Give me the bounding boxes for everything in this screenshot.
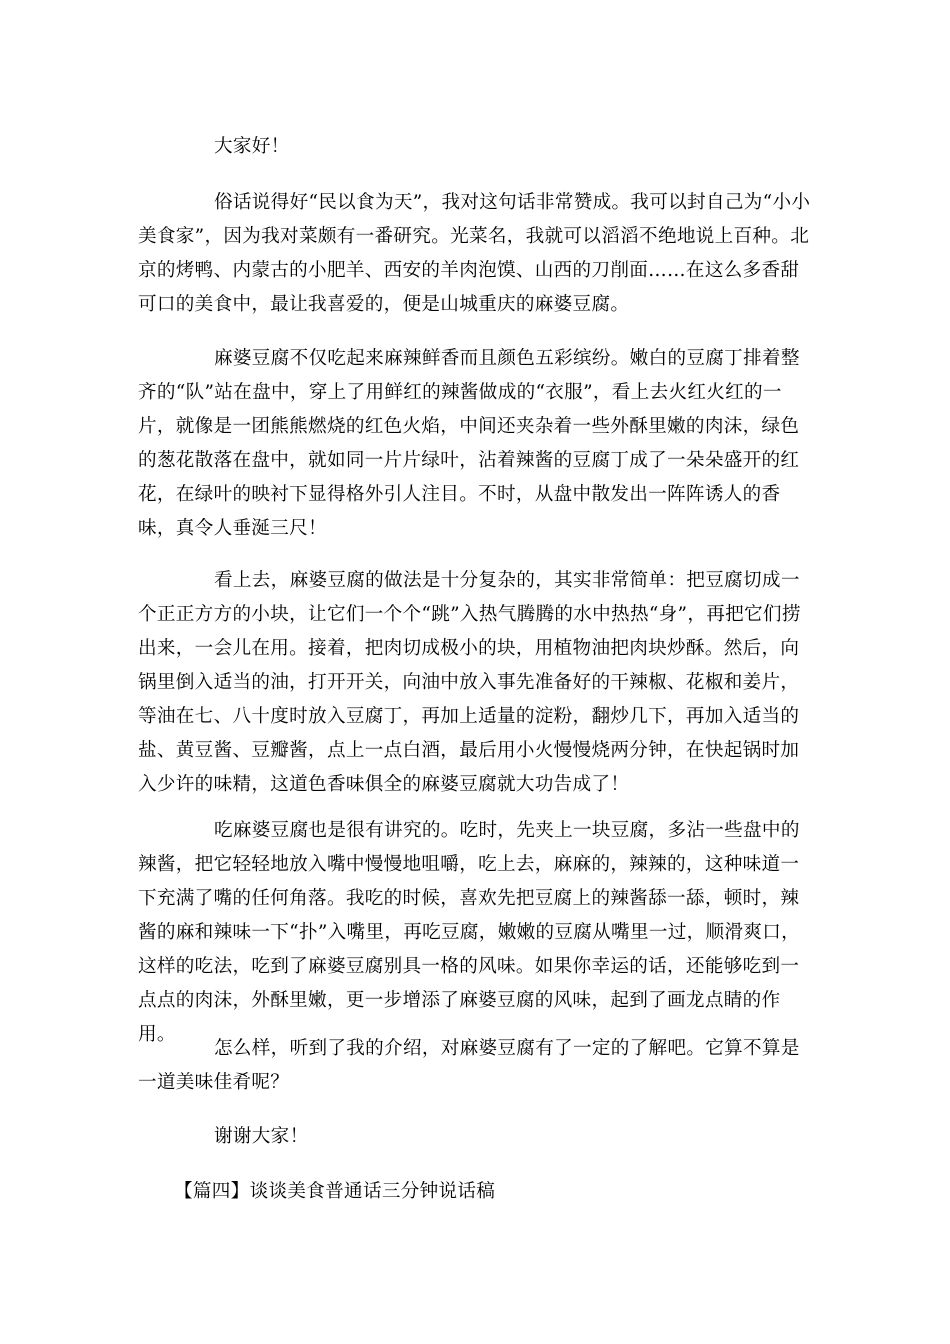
recipe-paragraph: 看上去，麻婆豆腐的做法是十分复杂的，其实非常简单：把豆腐切成一个正正方方的小块，让它们一个个“跳”入热气腾腾的水中热热“身”，再把它们捞出来，一会儿在用。接着，把肉切成极小的块，用植物油把肉块炒酥。然后，向锅里倒入适当的油，打开开关，向油中放入事先准备好的干辣椒、花椒和姜片，等油在七、八十度时放入豆腐丁，再加上适量的淀粉，翻炒几下，再加入适当的盐、黄豆酱、豆瓣酱，点上一点白酒，最后用小火慢慢烧两分钟，在快起锅时加入少许的味精，这道色香味俱全的麻婆豆腐就大功告成了！ <box>138 570 801 795</box>
intro-paragraph: 俗话说得好“民以食为天”，我对这句话非常赞成。我可以封自己为“小小美食家”，因为我对菜颇有一番研究。光菜名，我就可以滔滔不绝地说上百种。北京的烤鸭、内蒙古的小肥羊、西安的羊肉泡馍、山西的刀削面……在这么多香甜可口的美食中，最让我喜爱的，便是山城重庆的麻婆豆腐。 <box>138 192 811 315</box>
appearance-paragraph: 麻婆豆腐不仅吃起来麻辣鲜香而且颜色五彩缤纷。嫩白的豆腐丁排着整齐的“队”站在盘中，穿上了用鲜红的辣酱做成的“衣服”，看上去火红火红的一片，就像是一团熊熊燃烧的红色火焰，中间还夹杂着一些外酥里嫩的肉沫，绿色的葱花散落在盘中，就如同一片片绿叶，沾着辣酱的豆腐丁成了一朵朵盛开的红花，在绿叶的映衬下显得格外引人注目。不时，从盘中散发出一阵阵诱人的香味，真令人垂涎三尺！ <box>138 348 800 539</box>
section-heading: 【篇四】谈谈美食普通话三分钟说话稿 <box>174 1181 496 1202</box>
greeting-paragraph: 大家好！ <box>214 136 290 157</box>
closing-paragraph: 谢谢大家！ <box>214 1126 309 1147</box>
eating-paragraph: 吃麻婆豆腐也是很有讲究的。吃时，先夹上一块豆腐，多沾一些盘中的辣酱，把它轻轻地放入嘴中慢慢地咀嚼，吃上去，麻麻的，辣辣的，这种味道一下充满了嘴的任何角落。我吃的时候，喜欢先把豆腐上的辣酱舔一舔，顿时，辣酱的麻和辣味一下“扑”入嘴里，再吃豆腐，嫩嫩的豆腐从嘴里一过，顺滑爽口，这样的吃法，吃到了麻婆豆腐别具一格的风味。如果你幸运的话，还能够吃到一点点的肉沫，外酥里嫩，更一步增添了麻婆豆腐的风味，起到了画龙点睛的作用。 <box>138 820 800 1045</box>
conclusion-paragraph: 怎么样，听到了我的介绍，对麻婆豆腐有了一定的了解吧。它算不算是一道美味佳肴呢？ <box>138 1038 800 1093</box>
